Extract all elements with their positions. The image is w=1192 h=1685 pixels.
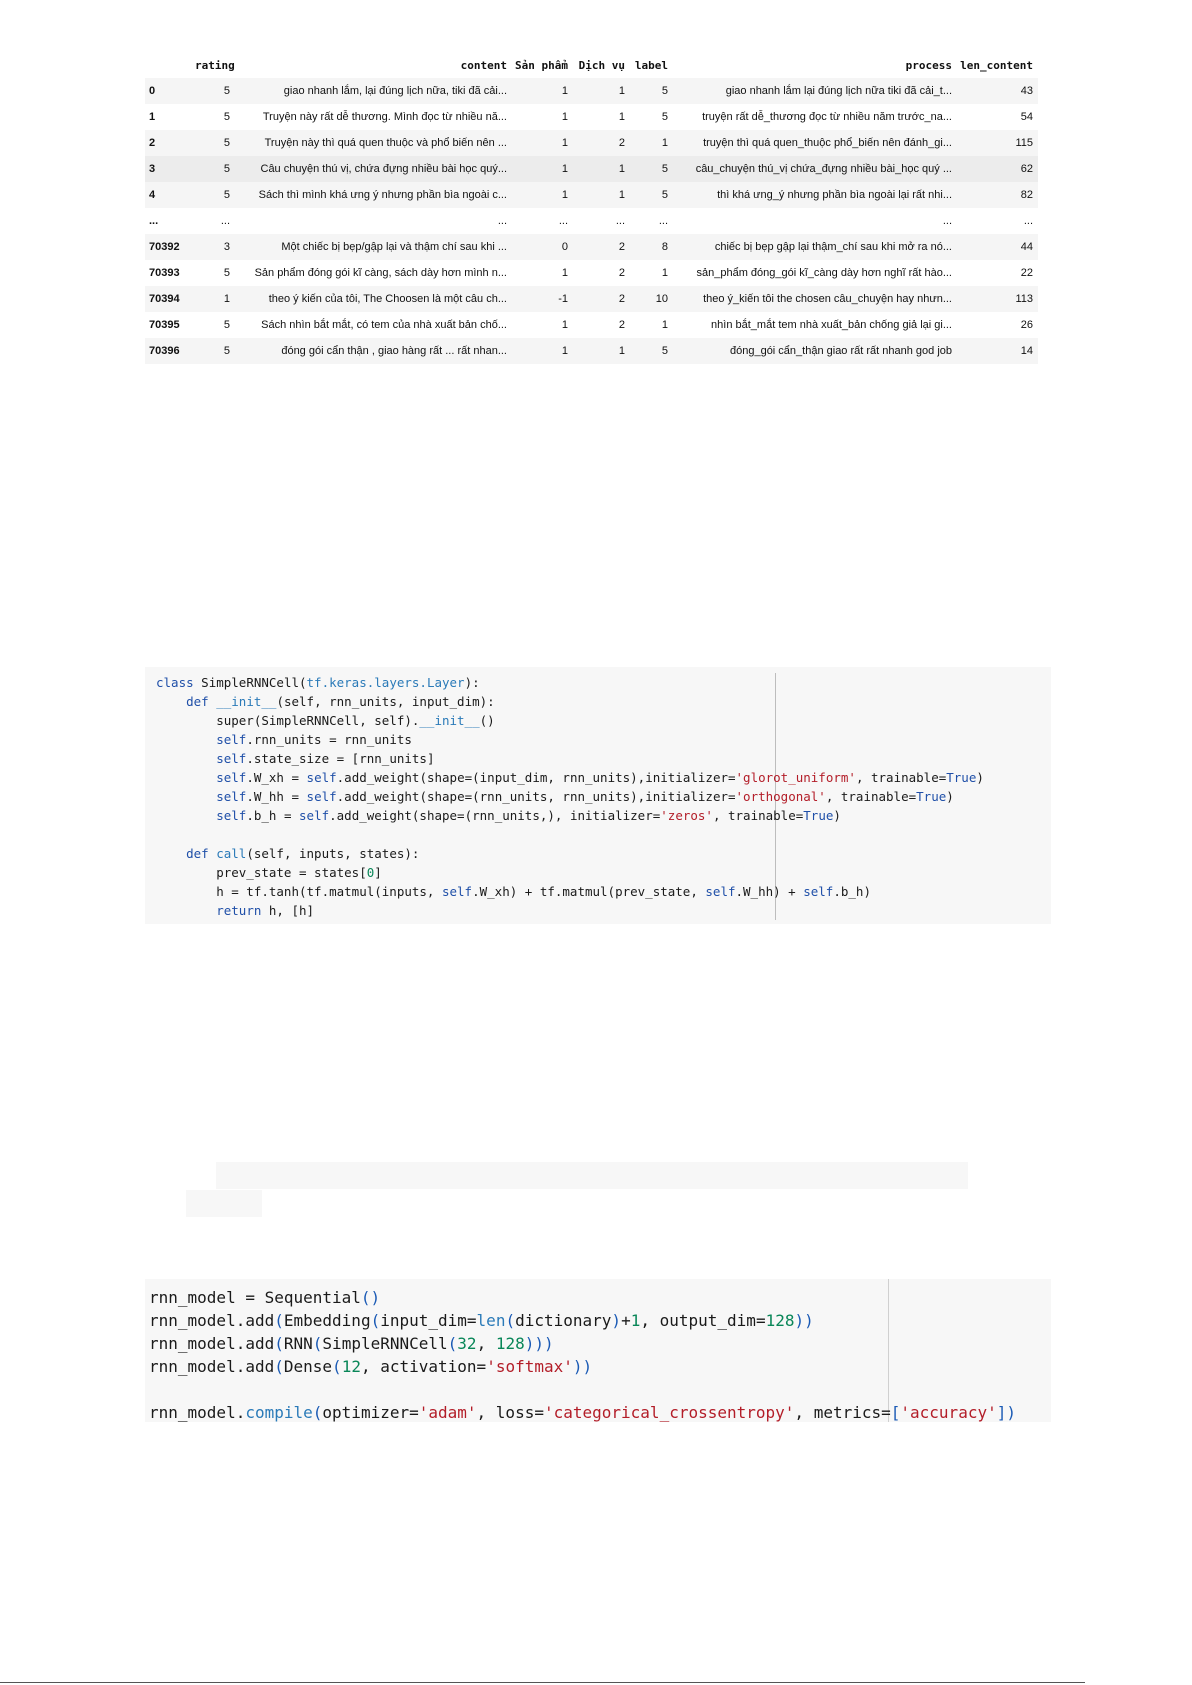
code-line	[156, 787, 984, 806]
table-cell: 5	[223, 163, 230, 175]
column-header: process	[905, 58, 952, 72]
code-token: , trainable=	[855, 770, 947, 785]
code-cell-source	[149, 1286, 1016, 1422]
table-cell: theo ý kiến của tôi, The Choosen là một câu ch...	[268, 293, 507, 305]
table-cell: Câu chuyện thú vị, chứa đựng nhiều bài học quý...	[260, 163, 507, 175]
code-token: self	[803, 884, 834, 899]
code-token: rnn_model =	[149, 1288, 265, 1307]
code-token: [	[890, 1403, 901, 1422]
row-index: 70395	[149, 319, 180, 331]
column-header	[145, 52, 195, 78]
code-token	[156, 903, 216, 918]
code-token: 'glorot_uniform'	[735, 770, 856, 785]
code-token: )	[976, 770, 984, 785]
code-token	[156, 846, 186, 861]
code-cell-simple-rnn-cell[interactable]	[145, 667, 1051, 924]
code-token: )	[946, 789, 954, 804]
table-cell: 1	[618, 163, 625, 175]
code-token: ]	[374, 865, 382, 880]
table-row	[145, 208, 1038, 234]
code-token: self	[216, 751, 247, 766]
table-cell: 8	[661, 241, 668, 253]
code-token: (self, inputs, states):	[246, 846, 420, 861]
table-row	[145, 286, 1038, 312]
code-line	[156, 844, 984, 863]
code-token: 'orthogonal'	[735, 789, 826, 804]
table-cell: 2	[618, 137, 625, 149]
code-token: rnn_model.add	[149, 1311, 275, 1330]
code-token: 'categorical_crossentropy'	[543, 1403, 795, 1422]
code-token: .add_weight(shape=(rnn_units, rnn_units),initializer=	[336, 789, 736, 804]
code-token: self	[216, 732, 247, 747]
table-cell: 5	[223, 267, 230, 279]
code-line	[149, 1378, 1016, 1401]
code-token: , trainable=	[825, 789, 917, 804]
code-token: (	[274, 1334, 284, 1353]
table-cell: 5	[223, 345, 230, 357]
table-cell: 1	[661, 267, 668, 279]
table-cell: 54	[1020, 111, 1033, 123]
table-cell: 1	[561, 345, 568, 357]
code-token: 'accuracy'	[900, 1403, 997, 1422]
table-cell: đóng_gói cẩn_thận giao rất rất nhanh god job	[729, 345, 952, 357]
code-token: , trainable=	[712, 808, 804, 823]
code-token: Dense	[283, 1357, 333, 1376]
code-token: ))	[572, 1357, 593, 1376]
code-token: (	[332, 1357, 342, 1376]
code-line	[149, 1355, 1016, 1378]
code-token: Embedding	[283, 1311, 371, 1330]
column-header: len_content	[960, 58, 1033, 72]
table-cell: 1	[661, 137, 668, 149]
code-token: 128	[765, 1311, 795, 1330]
code-token: , output_dim=	[640, 1311, 766, 1330]
code-token: (	[312, 1334, 323, 1353]
code-line	[156, 730, 984, 749]
code-cell-rnn-model[interactable]	[145, 1279, 1051, 1422]
table-cell: 26	[1020, 319, 1033, 331]
code-token: def	[186, 694, 209, 709]
code-token: .rnn_units = rnn_units	[246, 732, 412, 747]
column-header: Sản phẩm	[515, 58, 568, 72]
table-cell: 1	[561, 111, 568, 123]
table-cell: 1	[561, 85, 568, 97]
table-cell: ...	[1023, 215, 1033, 227]
dataframe-table	[145, 52, 1038, 364]
table-cell: 2	[618, 293, 625, 305]
code-token: (	[312, 1403, 323, 1422]
code-line	[156, 882, 984, 901]
code-token: .W_hh) +	[735, 884, 804, 899]
table-cell: ...	[497, 215, 507, 227]
table-row	[145, 78, 1038, 104]
table-row	[145, 260, 1038, 286]
table-cell: thì khá ưng_ý nhưng phần bìa ngoài lại rất nhi...	[717, 189, 952, 201]
code-token: , metrics=	[794, 1403, 891, 1422]
code-token: .state_size = [rnn_units]	[246, 751, 435, 766]
code-token: self	[306, 770, 337, 785]
table-cell: Sách nhìn bắt mắt, có tem của nhà xuất bản chố...	[261, 319, 507, 331]
table-row	[145, 130, 1038, 156]
table-cell: 14	[1020, 345, 1033, 357]
table-cell: 5	[661, 85, 668, 97]
code-token: self	[216, 770, 247, 785]
code-token: tf.keras.layers.Layer	[306, 675, 465, 690]
code-token: self	[441, 884, 473, 899]
code-token: self	[299, 808, 330, 823]
row-index: 3	[149, 163, 156, 175]
code-line	[156, 806, 984, 825]
code-token: ])	[996, 1403, 1016, 1422]
code-token: self	[216, 808, 247, 823]
code-line	[149, 1332, 1016, 1355]
code-token: 'softmax'	[486, 1357, 573, 1376]
table-cell: ...	[658, 215, 668, 227]
table-cell: 5	[223, 319, 230, 331]
table-cell: 5	[223, 85, 230, 97]
table-cell: 1	[561, 163, 568, 175]
code-token: SimpleRNNCell	[322, 1334, 448, 1353]
table-cell: Sách thì mình khá ưng ý nhưng phần bìa ngoài c...	[258, 189, 507, 201]
table-cell: 113	[1015, 293, 1033, 305]
code-token: .b_h =	[246, 808, 300, 823]
table-cell: 82	[1020, 189, 1033, 201]
table-cell: sản_phẩm đóng_gói kĩ_càng dày hơn nghĩ rất hào...	[696, 267, 952, 279]
code-token: .W_hh =	[246, 789, 307, 804]
table-cell: 5	[661, 111, 668, 123]
table-row	[145, 182, 1038, 208]
row-index: 70394	[149, 293, 180, 305]
code-token: .add_weight(shape=(input_dim, rnn_units),initializer=	[336, 770, 736, 785]
table-cell: -1	[558, 293, 568, 305]
table-cell: 1	[661, 319, 668, 331]
code-token: ,	[476, 1334, 496, 1353]
row-index: 70396	[149, 345, 180, 357]
code-token: len	[476, 1311, 506, 1330]
table-cell: 1	[561, 267, 568, 279]
code-token: self	[705, 884, 736, 899]
code-token: compile	[245, 1403, 313, 1422]
code-token: True	[916, 789, 947, 804]
code-token: , loss=	[476, 1403, 544, 1422]
table-row	[145, 338, 1038, 364]
code-token	[156, 770, 216, 785]
code-line	[156, 673, 984, 692]
code-token: RNN	[283, 1334, 313, 1353]
code-token	[156, 789, 216, 804]
code-line	[156, 711, 984, 730]
table-cell: 115	[1015, 137, 1033, 149]
code-line	[156, 749, 984, 768]
table-cell: 1	[561, 137, 568, 149]
code-token: (	[370, 1311, 381, 1330]
code-token: 32	[457, 1334, 477, 1353]
table-cell: theo ý_kiến tôi the chosen câu_chuyện hay nhưn...	[703, 293, 952, 305]
code-token	[156, 732, 216, 747]
code-token: ):	[464, 675, 480, 690]
row-index: ...	[149, 215, 159, 227]
code-token: .W_xh =	[246, 770, 307, 785]
code-token: rnn_model.	[149, 1403, 246, 1422]
table-cell: 5	[661, 189, 668, 201]
table-cell: 22	[1020, 267, 1033, 279]
code-token: )))	[524, 1334, 554, 1353]
code-token: )	[833, 808, 841, 823]
row-index: 4	[149, 189, 156, 201]
code-token: +	[621, 1311, 631, 1330]
code-token: h = tf.tanh(tf.matmul(inputs,	[156, 884, 442, 899]
code-token: 'adam'	[418, 1403, 477, 1422]
code-token	[156, 751, 216, 766]
column-header: label	[634, 58, 668, 72]
dataframe-header-row	[145, 52, 1038, 78]
table-cell: truyện thì quá quen_thuộc phổ_biến nên đánh_gi...	[703, 137, 952, 149]
code-token: Sequential	[264, 1288, 361, 1307]
table-cell: truyện rất dễ_thương đọc từ nhiều năm trước_na...	[702, 111, 952, 123]
code-token: 128	[495, 1334, 525, 1353]
code-token	[156, 808, 216, 823]
code-line	[149, 1286, 1016, 1309]
table-cell: đóng gói cẩn thận , giao hàng rất ... rất nhan...	[281, 345, 507, 357]
code-token: class	[156, 675, 194, 690]
table-cell: chiếc bị bẹp gập lại thậm_chí sau khi mở ra nó...	[714, 241, 952, 253]
code-token: self	[306, 789, 337, 804]
table-cell: 5	[223, 189, 230, 201]
table-cell: 2	[618, 319, 625, 331]
table-cell: 3	[223, 241, 230, 253]
code-token: ()	[360, 1288, 381, 1307]
code-line	[156, 825, 984, 844]
table-row	[145, 234, 1038, 260]
table-cell: 5	[661, 163, 668, 175]
code-token: )	[611, 1311, 622, 1330]
column-header: content	[460, 58, 507, 72]
table-cell: 5	[223, 137, 230, 149]
column-header: Dịch vụ	[578, 58, 625, 72]
table-cell: 0	[561, 241, 568, 253]
dataframe-output	[145, 52, 1038, 364]
table-cell: 5	[661, 345, 668, 357]
code-token: prev_state = states[	[156, 865, 367, 880]
table-cell: 1	[561, 189, 568, 201]
table-cell: 1	[618, 189, 625, 201]
code-token: return	[216, 903, 262, 918]
code-token: rnn_model.add	[149, 1334, 275, 1353]
code-token: rnn_model.add	[149, 1357, 275, 1376]
code-token	[156, 694, 186, 709]
code-line	[149, 1401, 1016, 1422]
code-token: 0	[366, 865, 375, 880]
code-token: def	[186, 846, 209, 861]
table-cell: ...	[558, 215, 568, 227]
code-line	[156, 863, 984, 882]
code-token: (	[505, 1311, 516, 1330]
placeholder-band	[216, 1162, 968, 1189]
table-cell: ...	[220, 215, 230, 227]
code-token: __init__	[419, 713, 480, 728]
code-token: 12	[341, 1357, 361, 1376]
code-line	[156, 692, 984, 711]
table-cell: 1	[618, 111, 625, 123]
code-token: dictionary	[515, 1311, 612, 1330]
column-header: rating	[195, 58, 235, 72]
table-cell: 1	[618, 85, 625, 97]
table-cell: giao nhanh lắm lại đúng lịch nữa tiki đã cải_t...	[725, 85, 952, 97]
table-cell: 2	[618, 241, 625, 253]
code-token: super(SimpleRNNCell, self).	[156, 713, 420, 728]
code-cell-source	[156, 673, 984, 920]
code-token: (	[447, 1334, 458, 1353]
table-cell: 10	[655, 293, 668, 305]
table-cell: 43	[1020, 85, 1033, 97]
table-cell: Sản phẩm đóng gói kĩ càng, sách dày hơn mình n...	[254, 267, 507, 279]
table-cell: 1	[561, 319, 568, 331]
code-line	[156, 768, 984, 787]
table-cell: câu_chuyện thú_vị chứa_đựng nhiều bài_học quý ...	[695, 163, 952, 175]
code-token: input_dim=	[380, 1311, 477, 1330]
table-cell: giao nhanh lắm, lại đúng lịch nữa, tiki đã cải...	[283, 85, 507, 97]
table-cell: ...	[942, 215, 952, 227]
table-cell: 44	[1020, 241, 1033, 253]
page-footer-rule	[0, 1682, 1085, 1683]
row-index: 1	[149, 111, 156, 123]
code-token: 'zeros'	[660, 808, 713, 823]
row-index: 0	[149, 85, 156, 97]
dataframe-body	[145, 78, 1038, 364]
code-token: ))	[794, 1311, 814, 1330]
code-token: True	[946, 770, 977, 785]
code-line	[156, 901, 984, 920]
code-token: __init__	[216, 694, 277, 709]
table-cell: 1	[618, 345, 625, 357]
row-index: 70392	[149, 241, 180, 253]
row-index: 2	[149, 137, 156, 149]
placeholder-band	[186, 1190, 262, 1217]
table-cell: ...	[615, 215, 625, 227]
code-token: 1	[630, 1311, 641, 1330]
code-token: (	[274, 1357, 284, 1376]
table-cell: Một chiếc bị bẹp/gập lại và thậm chí sau khi ...	[281, 241, 507, 253]
code-token: (	[274, 1311, 284, 1330]
table-cell: 2	[618, 267, 625, 279]
table-row	[145, 312, 1038, 338]
code-token: .b_h)	[833, 884, 871, 899]
code-token: , activation=	[360, 1357, 487, 1376]
table-cell: 62	[1020, 163, 1033, 175]
code-token: SimpleRNNCell(	[193, 675, 307, 690]
code-token: .add_weight(shape=(rnn_units,), initializer=	[329, 808, 661, 823]
table-row	[145, 104, 1038, 130]
code-token: optimizer=	[322, 1403, 419, 1422]
code-token: ()	[479, 713, 495, 728]
code-line	[149, 1309, 1016, 1332]
table-cell: 1	[223, 293, 230, 305]
table-cell: Truyện này thì quá quen thuộc và phổ biến nên ...	[264, 137, 507, 149]
code-token: h, [h]	[261, 903, 315, 918]
table-row	[145, 156, 1038, 182]
table-cell: nhìn bắt_mắt tem nhà xuất_bản chống giả lại gi...	[711, 319, 952, 331]
row-index: 70393	[149, 267, 180, 279]
code-token: (self, rnn_units, input_dim):	[276, 694, 495, 709]
table-cell: Truyện này rất dễ thương. Mình đọc từ nhiều nă...	[262, 111, 507, 123]
table-cell: 5	[223, 111, 230, 123]
code-token: self	[216, 789, 247, 804]
code-token: .W_xh) + tf.matmul(prev_state,	[472, 884, 706, 899]
code-token: True	[803, 808, 834, 823]
code-token: call	[216, 846, 247, 861]
